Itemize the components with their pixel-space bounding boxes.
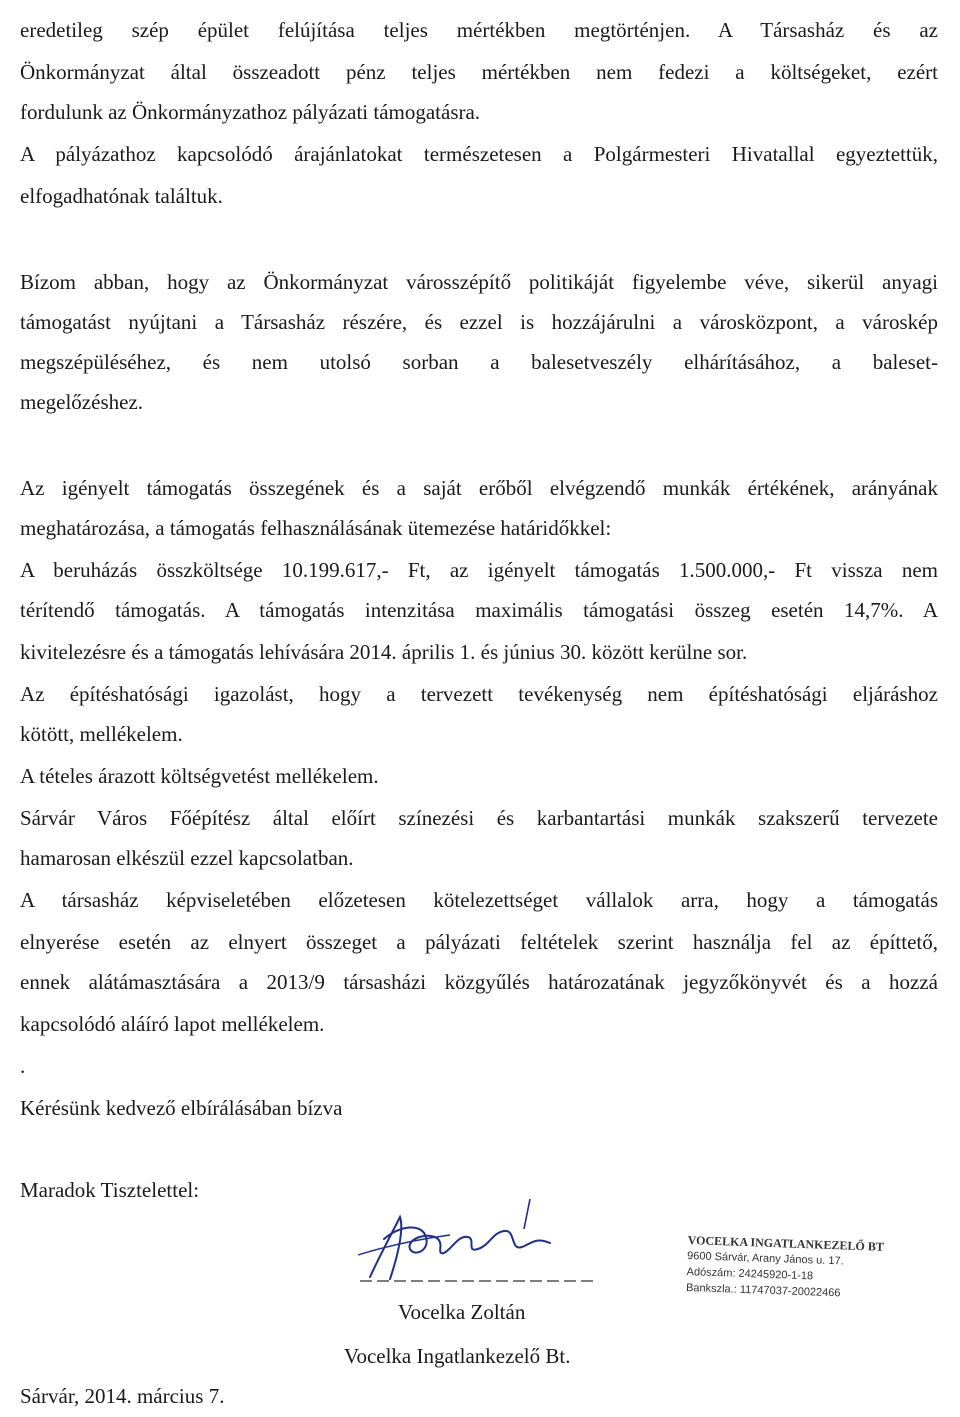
paragraph-line: elnyerése esetén az elnyert összeget a pályázati feltételek szerint használja fel az építtető, [20,930,938,954]
stamp-tax-number: Adószám: 24245920-1-18 [686,1265,814,1283]
paragraph-line: kötött, mellékelem. [20,722,183,746]
paragraph-line: A tételes árazott költségvetést mellékelem. [20,764,379,788]
paragraph-line: meghatározása, a támogatás felhasználásának ütemezése határidőkkel: [20,516,612,540]
paragraph-line: A pályázathoz kapcsolódó árajánlatokat természetesen a Polgármesteri Hivatallal egyeztettük, [20,142,938,166]
greeting-line: Maradok Tisztelettel: [20,1178,200,1202]
paragraph-line: fordulunk az Önkormányzathoz pályázati támogatásra. [20,100,481,124]
paragraph-line: kapcsolódó aláíró lapot mellékelem. [20,1012,325,1036]
paragraph-line: kivitelezésre és a támogatás lehívására 2014. április 1. és június 30. között kerülne sor. [20,640,748,664]
paragraph-line: Az építéshatósági igazolást, hogy a tervezett tevékenység nem építéshatósági eljáráshoz [20,682,938,706]
paragraph-line: Az igényelt támogatás összegének és a saját erőből elvégzendő munkák értékének, arányának [20,476,938,500]
paragraph-line: A beruházás összköltsége 10.199.617,- Ft, az igényelt támogatás 1.500.000,- Ft vissza nem [20,558,938,582]
paragraph-line: hamarosan elkészül ezzel kapcsolatban. [20,846,354,870]
paragraph-line: megszépüléséhez, és nem utolsó sorban a balesetveszély elhárításához, a baleset- [20,350,938,374]
paragraph-line: térítendő támogatás. A támogatás intenzitása maximális támogatási összeg esetén 14,7%. A [20,598,938,622]
company-stamp [685,1232,918,1340]
closing-line: Kérésünk kedvező elbírálásában bízva [20,1096,343,1120]
paragraph-line: Önkormányzat által összeadott pénz teljes mértékben nem fedezi a költségeket, ezért [20,60,938,84]
stamp-bank-account: Bankszla.: 11747037-20022466 [685,1281,841,1300]
paragraph-line: támogatást nyújtani a Társasház részére, és ezzel is hozzájárulni a városközpont, a városkép [20,310,938,334]
paragraph-line: Bízom abban, hogy az Önkormányzat városszépítő politikáját figyelembe véve, sikerül anyagi [20,270,938,294]
paragraph-line: Sárvár Város Főépítész által előírt színezési és karbantartási munkák szakszerű tervezete [20,806,938,830]
place-date: Sárvár, 2014. március 7. [20,1384,225,1408]
stamp-address: 9600 Sárvár, Arany János u. 17. [686,1249,844,1268]
handwritten-signature [340,1195,600,1290]
paragraph-line: A társasház képviseletében előzetesen kötelezettséget vállalok arra, hogy a támogatás [20,888,938,912]
stray-dot: . [20,1054,26,1078]
signer-name: Vocelka Zoltán [398,1300,526,1324]
paragraph-line: megelőzéshez. [20,390,144,414]
stamp-title: VOCELKA INGATLANKEZELŐ BT [687,1232,885,1254]
paragraph-line: eredetileg szép épület felújítása teljes mértékben megtörténjen. A Társasház és az [20,18,938,42]
paragraph-line: ennek alátámasztására a 2013/9 társasházi közgyűlés határozatának jegyzőkönyvét és a hozzá [20,970,938,994]
paragraph-line: elfogadhatónak találtuk. [20,184,223,208]
signer-company: Vocelka Ingatlankezelő Bt. [344,1344,571,1368]
